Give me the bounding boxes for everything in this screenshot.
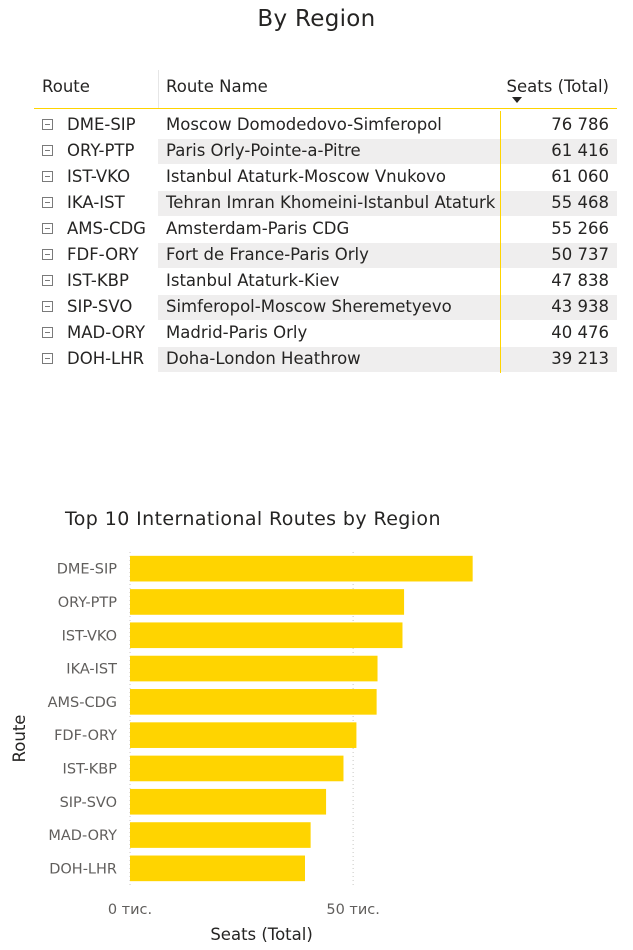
cell-route: AMS-CDG xyxy=(67,219,146,238)
bar[interactable] xyxy=(130,856,305,882)
cell-route-name: Tehran Imran Khomeini-Istanbul Ataturk xyxy=(166,193,496,212)
bar[interactable] xyxy=(130,756,343,782)
seats-column-divider xyxy=(500,111,501,373)
table-row[interactable] xyxy=(34,320,617,346)
table-row[interactable] xyxy=(34,138,617,164)
cell-route: DME-SIP xyxy=(67,115,136,134)
chart-title: Top 10 International Routes by Region xyxy=(65,508,441,530)
sort-descending-icon[interactable] xyxy=(512,97,522,103)
cell-route: IST-KBP xyxy=(67,271,129,290)
table-row[interactable] xyxy=(34,268,617,294)
y-tick-label: MAD-ORY xyxy=(48,828,117,845)
collapse-icon[interactable] xyxy=(42,327,53,338)
cell-route-name: Fort de France-Paris Orly xyxy=(166,245,369,264)
table-row[interactable] xyxy=(34,346,617,372)
cell-seats: 55 468 xyxy=(551,193,609,212)
y-tick-label: DOH-LHR xyxy=(49,861,117,878)
y-tick-label: FDF-ORY xyxy=(54,728,117,745)
cell-route: FDF-ORY xyxy=(67,245,139,264)
y-tick-label: ORY-PTP xyxy=(57,594,117,611)
y-tick-label: IST-KBP xyxy=(62,761,117,778)
column-header-route[interactable]: Route xyxy=(42,77,90,96)
cell-route-name: Istanbul Ataturk-Moscow Vnukovo xyxy=(166,167,447,186)
collapse-icon[interactable] xyxy=(42,145,53,156)
bar[interactable] xyxy=(130,556,473,582)
cell-seats: 55 266 xyxy=(551,219,609,238)
bar[interactable] xyxy=(130,689,377,715)
cell-route: ORY-PTP xyxy=(67,141,135,160)
table-body xyxy=(34,112,617,372)
cell-seats: 39 213 xyxy=(551,349,609,368)
cell-seats: 50 737 xyxy=(551,245,609,264)
collapse-icon[interactable] xyxy=(42,353,53,364)
cell-route: DOH-LHR xyxy=(67,349,145,368)
bar[interactable] xyxy=(130,822,311,848)
cell-route: IKA-IST xyxy=(67,193,125,212)
y-tick-label: DME-SIP xyxy=(56,561,117,578)
collapse-icon[interactable] xyxy=(42,223,53,234)
cell-route-name: Doha-London Heathrow xyxy=(166,349,361,368)
table-row[interactable] xyxy=(34,294,617,320)
collapse-icon[interactable] xyxy=(42,197,53,208)
table-row[interactable] xyxy=(34,190,617,216)
column-header-route-name[interactable]: Route Name xyxy=(166,77,268,96)
column-header-seats[interactable]: Seats (Total) xyxy=(506,77,609,96)
column-divider xyxy=(158,70,159,108)
cell-route-name: Paris Orly-Pointe-a-Pitre xyxy=(166,141,361,160)
collapse-icon[interactable] xyxy=(42,275,53,286)
cell-route-name: Madrid-Paris Orly xyxy=(166,323,308,342)
cell-route-name: Simferopol-Moscow Sheremetyevo xyxy=(166,297,452,316)
bar[interactable] xyxy=(130,722,356,748)
y-tick-label: IST-VKO xyxy=(61,628,117,645)
y-tick-label: IKA-IST xyxy=(66,661,117,678)
x-axis-title: Seats (Total) xyxy=(210,925,313,944)
cell-seats: 76 786 xyxy=(551,115,609,134)
cell-seats: 47 838 xyxy=(551,271,609,290)
x-tick-label: 50 тис. xyxy=(326,902,380,918)
table-row[interactable] xyxy=(34,164,617,190)
cell-route-name: Istanbul Ataturk-Kiev xyxy=(166,271,340,290)
cell-route: MAD-ORY xyxy=(67,323,146,342)
cell-seats: 40 476 xyxy=(551,323,609,342)
bar[interactable] xyxy=(130,589,404,615)
table-row[interactable] xyxy=(34,242,617,268)
collapse-icon[interactable] xyxy=(42,249,53,260)
routes-table xyxy=(34,70,617,372)
table-header xyxy=(34,70,617,109)
page-title: By Region xyxy=(257,6,376,32)
cell-route: SIP-SVO xyxy=(67,297,133,316)
bar[interactable] xyxy=(130,789,326,815)
y-tick-label: SIP-SVO xyxy=(59,794,117,811)
cell-seats: 43 938 xyxy=(551,297,609,316)
bar-chart xyxy=(0,540,633,950)
x-tick-label: 0 тис. xyxy=(107,902,153,918)
y-axis-title: Route xyxy=(10,714,29,763)
collapse-icon[interactable] xyxy=(42,301,53,312)
y-tick-label: AMS-CDG xyxy=(47,694,117,711)
table-row[interactable] xyxy=(34,216,617,242)
table-row[interactable] xyxy=(34,112,617,138)
collapse-icon[interactable] xyxy=(42,171,53,182)
cell-route-name: Amsterdam-Paris CDG xyxy=(166,219,350,238)
cell-seats: 61 416 xyxy=(551,141,609,160)
bar[interactable] xyxy=(130,622,402,648)
collapse-icon[interactable] xyxy=(42,119,53,130)
cell-seats: 61 060 xyxy=(551,167,609,186)
bar[interactable] xyxy=(130,656,378,682)
cell-route: IST-VKO xyxy=(67,167,131,186)
cell-route-name: Moscow Domodedovo-Simferopol xyxy=(166,115,442,134)
